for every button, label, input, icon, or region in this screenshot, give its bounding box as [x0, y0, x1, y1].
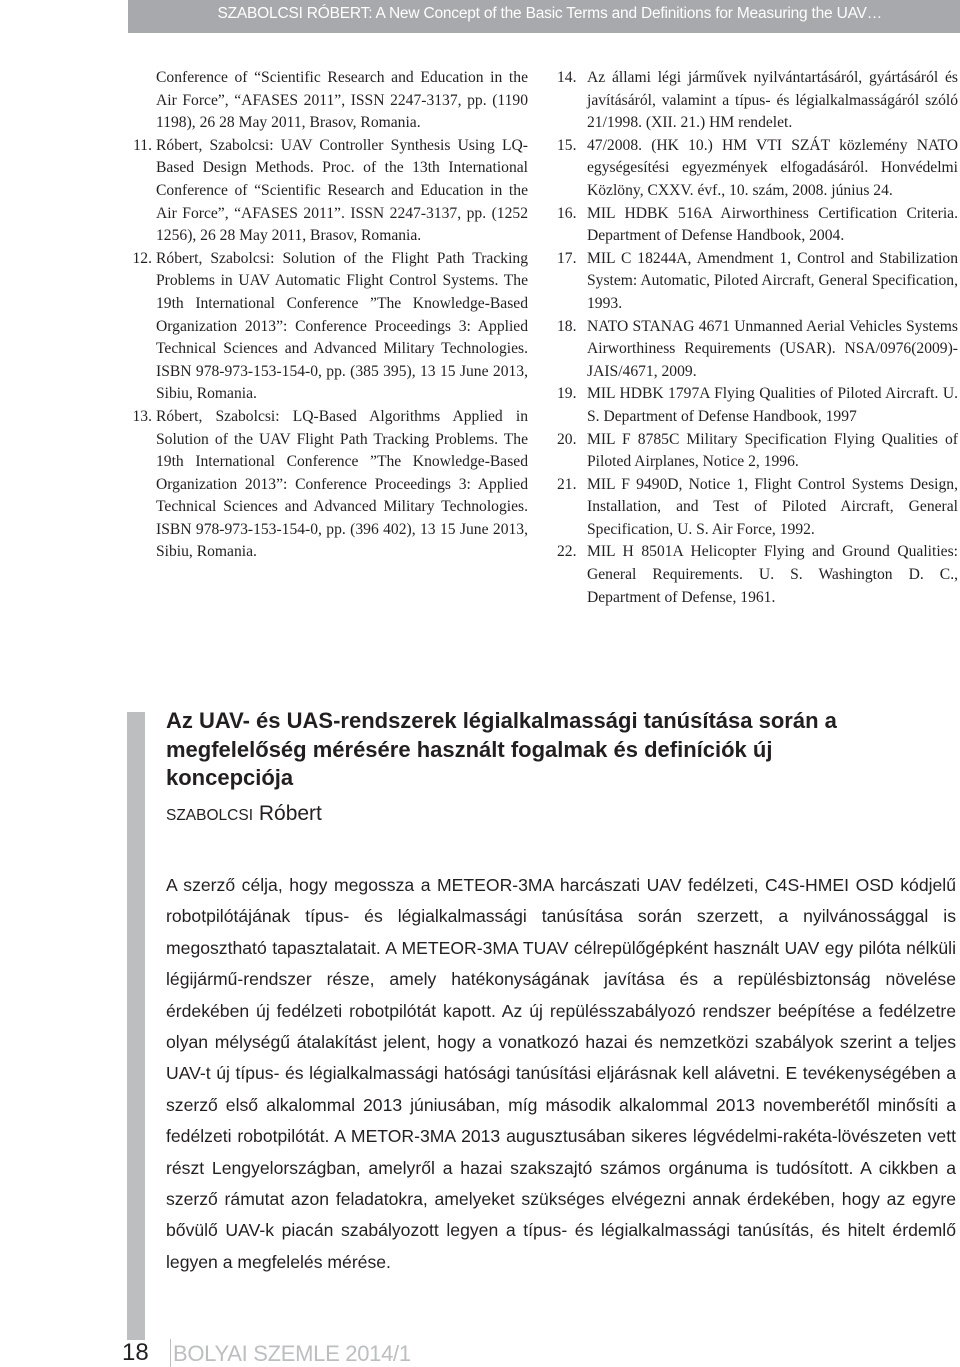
reference-number: 11.: [133, 136, 152, 154]
reference-number: 18.: [557, 317, 577, 335]
reference-text: Conference of “Scientific Research and Education in the Air Force”, “AFASES 2011”, ISSN 2247-3137, pp. (1190 1198), 26 28 May 2011, Brasov, Romania.: [156, 69, 528, 132]
footer-divider: [170, 1339, 171, 1367]
author-given-name: Róbert: [258, 802, 322, 825]
reference-text: MIL HDBK 516A Airworthiness Certification Criteria. Department of Defense Handbook, 2004.: [587, 204, 958, 245]
reference-item: [132, 248, 528, 406]
reference-number: 15.: [557, 136, 577, 154]
running-header-bar: [0, 0, 960, 33]
header-corner: [0, 0, 128, 33]
reference-text: MIL C 18244A, Amendment 1, Control and Stabilization System: Automatic, Piloted Aircraft, General Specification, 1993.: [587, 249, 958, 312]
reference-item: [557, 429, 958, 474]
reference-text: 47/2008. (HK 10.) HM VTI SZÁT közlemény NATO egységesítési egyezmények elfogadásáról. Honvédelmi Közlöny, CXXV. évf., 10. szám, 2008. június 24.: [587, 136, 958, 199]
reference-number: 20.: [557, 430, 577, 448]
reference-number: 19.: [557, 385, 577, 403]
journal-name: BOLYAI SZEMLE 2014/1: [173, 1341, 411, 1366]
reference-item: [156, 67, 528, 135]
reference-number: 21.: [557, 475, 577, 493]
reference-text: MIL F 9490D, Notice 1, Flight Control Systems Design, Installation, and Test of Piloted Aircraft, General Specification, U. S. Air Force, 1992.: [587, 475, 958, 538]
reference-item: [133, 135, 528, 248]
page-number: 18: [122, 1339, 149, 1366]
references-left-column: [132, 67, 528, 564]
summary-abstract: A szerző célja, hogy megossza a METEOR-3MA harcászati UAV fedélzeti, C4S-HMEI OSD kódjelű robotpilótájának típus- és légialkalmassági tanúsítása során szerzett, a nyilvánossággal is megosztható tapasztalatait. A METEOR-3MA TUAV célrepülőgépként használt UAV egy pilóta nélküli légijármű-rendszer része, amely hatékonyságának javítása és a repülésbiztonság növelése érdekében új fedélzeti robotpilótát kapott. Az új repülésszabályozó rendszer beépítése a fedélzetre olyan mélységű átalakítást jelent, hogy a vonatkozó hazai és nemzetközi szabályok szerint a teljes UAV-t új típus- és légialkalmassági hatósági tanúsítási eljárásnak kell alávetni. E tevékenységében a szerző első alkalommal 2013 júniusában, míg második alkalommal 2013 novemberétől minősíti a fedélzeti robotpilótát. A METOR-3MA 2013 augusztusában sikeres légvédelmi-rakéta-lövészeten vett részt Lengyelországban, amelyről a hazai szakszajtó számos orgánuma is tudósított. A cikkben a szerző rámutat azon feladatokra, amelyeket szükséges elvégezni annak érdekében, hogy az egyre bővülő UAV-k piacán szabályozott legyen a típus- és légialkalmassági tanúsítás, és hitelt érdemlő legyen a megfelelés mérése.: [166, 875, 956, 1272]
reference-text: MIL H 8501A Helicopter Flying and Ground Qualities: General Requirements. U. S. Washington D. C., Department of Defense, 1961.: [587, 543, 958, 606]
reference-item: [557, 203, 958, 248]
running-title: SZABOLCSI RÓBERT: A New Concept of the Basic Terms and Definitions for Measuring the UAV…: [217, 5, 882, 22]
reference-number: 17.: [557, 249, 577, 267]
reference-item: [557, 541, 958, 609]
summary-side-bar: [127, 712, 145, 1340]
summary-title: Az UAV- és UAS-rendszerek légialkalmassági tanúsítása során a megfelelőség mérésére használt fogalmak és definíciók új koncepciója: [166, 708, 837, 790]
reference-item: [557, 135, 958, 203]
reference-number: 16.: [557, 204, 577, 222]
summary-author: [166, 802, 322, 826]
references-right-column: [557, 67, 958, 609]
reference-text: Róbert, Szabolcsi: Solution of the Flight Path Tracking Problems in UAV Automatic Flight Control Systems. The 19th International Conference ”The Knowledge-Based Organization 2013”: Conference Proceedings 3: Applied Technical Sciences and Advanced Military Technologies. ISBN 978-973-153-154-0, pp. (385 395), 13 15 June 2013, Sibiu, Romania.: [156, 249, 528, 403]
reference-text: Róbert, Szabolcsi: LQ-Based Algorithms Applied in Solution of the UAV Flight Path Tracking Problems. The 19th International Conference ”The Knowledge-Based Organization 2013”: Conference Proceedings 3: Applied Technical Sciences and Advanced Military Technologies. ISBN 978-973-153-154-0, pp. (396 402), 13 15 June 2013, Sibiu, Romania.: [156, 407, 528, 561]
reference-item: [557, 474, 958, 542]
reference-number: 14.: [557, 69, 577, 86]
reference-number: 22.: [557, 543, 577, 561]
reference-number: 12.: [132, 249, 152, 267]
reference-item: [132, 406, 528, 564]
reference-item: [557, 67, 958, 135]
reference-text: MIL HDBK 1797A Flying Qualities of Piloted Aircraft. U. S. Department of Defense Handbook, 1997: [587, 385, 958, 425]
reference-text: MIL F 8785C Military Specification Flying Qualities of Piloted Airplanes, Notice 2, 1996.: [587, 430, 958, 471]
reference-text: Róbert, Szabolcsi: UAV Controller Synthesis Using LQ-Based Design Methods. Proc. of the 13th International Conference of “Scientific Research and Education in the Air Force”, “AFASES 2011”. ISSN 2247-3137, pp. (1252 1256), 26 28 May 2011, Brasov, Romania.: [156, 136, 528, 245]
reference-number: 13.: [132, 407, 152, 425]
reference-text: NATO STANAG 4671 Unmanned Aerial Vehicles Systems Airworthiness Requirements (USAR). NSA/0976(2009)-JAIS/4671, 2009.: [587, 317, 958, 380]
author-surname: SZABOLCSI: [166, 807, 253, 824]
reference-item: [557, 248, 958, 316]
reference-item: [557, 383, 958, 428]
reference-item: [557, 316, 958, 384]
reference-text: Az állami légi járművek nyilvántartásáról, gyártásáról és javításáról, valamint a típus- és légialkalmasságáról szóló 21/1998. (XII. 21.) HM rendelet.: [587, 69, 958, 132]
